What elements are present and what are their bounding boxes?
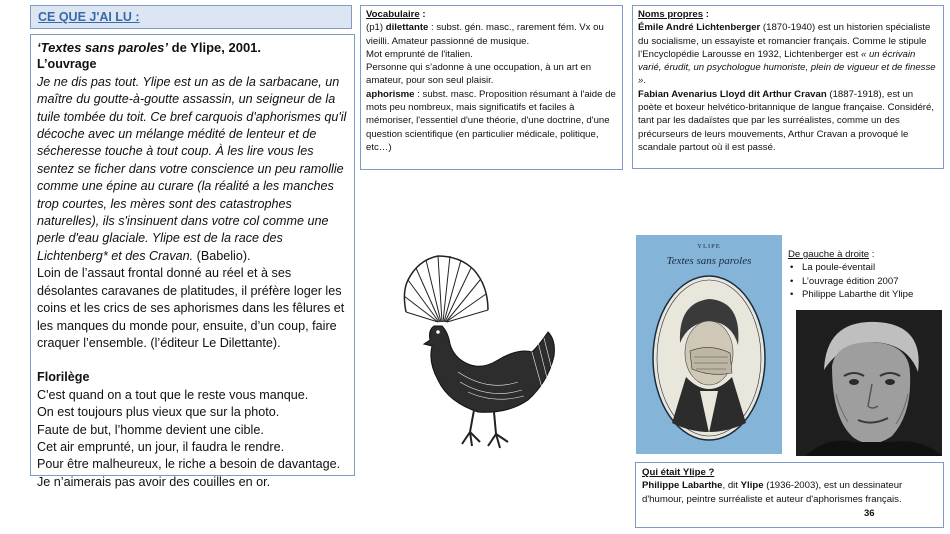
term-aphorisme: aphorisme — [366, 88, 415, 100]
vocab-aphorisme — [366, 88, 617, 154]
qui-name: Philippe Labarthe — [642, 480, 723, 492]
hen-legs — [462, 410, 508, 448]
section-header — [30, 5, 352, 29]
book-title-line — [37, 39, 348, 56]
author-photo — [796, 310, 942, 456]
cravan-name: Fabian Avenarius Lloyd dit Arthur Cravan — [638, 88, 827, 100]
qui-heading: Qui était Ylipe ? — [642, 467, 715, 478]
legend-item: • L’ouvrage édition 2007 — [790, 275, 946, 288]
book-title: ‘Textes sans paroles’ — [37, 40, 169, 55]
vocab-dilettante — [366, 21, 617, 48]
cravan-text: (1887-1918), est un poète et boxeur helvético-britannique de langue française. Considéré, tant par les dadaïstes que par les surréalistes, comme un des précurseurs de leurs mouvements, Arthur Cravan a provoqué le scandale partout où il est passé. — [638, 88, 935, 153]
quote-text: Je ne dis pas tout. Ylipe est un as de la sarbacane, un maître du goutte-à-goutte assassin, un seigneur de la tuile tombée du toit. Ce bref carquois d'aphorismes qu'il décoche avec un mélange médité de lenteur et de sécheresse touche à tout coup. À les lire vous les sentez se ficher dans votre conscience un peu ramollie comme une épine au curare (la réalité a les manches trop courtes, les mères sont des catastrophes naturelles), ils s'insinuent dans votre col comme une perle d'eau glaciale. Ylipe est de la race des Lichtenberg* et des Cravan. — [37, 74, 347, 263]
book-cover-author: YLIPE — [697, 243, 721, 250]
who-was-ylipe-box — [635, 462, 944, 528]
author-photo-drawing — [796, 310, 942, 456]
legend-heading-line — [788, 248, 946, 261]
aphorism-item: On est toujours plus vieux que sur la photo. — [37, 405, 280, 420]
ouvrage-quote — [37, 74, 348, 265]
hen-illustration — [398, 252, 560, 452]
def-dilettante-3: Personne qui s’adonne à une occupation, à un art en amateur, pour son seul plaisir. — [366, 62, 592, 87]
lichtenberg-entry — [638, 21, 938, 87]
image-legend — [788, 248, 946, 301]
legend-heading-suffix: : — [869, 249, 875, 260]
vocab-heading-line — [366, 8, 617, 21]
cravan-entry — [638, 88, 938, 154]
book-title-rest: de Ylipe, 2001. — [168, 40, 262, 55]
vocab-heading-suffix: : — [419, 9, 426, 20]
def-dilettante: : subst. gén. masc., rarement fém. Vx ou vieilli. Amateur passionné de musique. — [366, 22, 604, 47]
def-aphorisme: : subst. masc. Proposition résumant à l'aide de mots peu nombreux, mais significatifs et faciles à mémoriser, l'essentiel d'une théorie, d'une doctrine, d'une question scientifique (en particulier médicale, politique, etc…) — [366, 88, 616, 153]
book-cover-title: Textes sans paroles — [666, 255, 752, 267]
qui-alias: Ylipe — [740, 480, 764, 492]
def-dilettante-2: Mot emprunté de l'italien. — [366, 48, 473, 60]
book-cover-portrait — [650, 273, 768, 443]
noms-heading: Noms propres — [638, 9, 704, 20]
legend-item: • Philippe Labarthe dit Ylipe — [790, 288, 946, 301]
editor-text: Loin de l’assaut frontal donné au réel et à ses désolantes caravanes de platitudes, il préfère loger les coins et les crics de ses aphorismes dans les fêlures et les manques du monde pour, ensuite, d’un coup, faire craquer l’ensemble. (l’éditeur Le Dilettante). — [37, 266, 345, 350]
fan-crest — [404, 256, 488, 322]
noms-heading-suffix: : — [703, 9, 709, 20]
vocabulary-box — [360, 5, 623, 170]
page-number: 36 — [864, 508, 875, 519]
aphorism-item: Je n’aimerais pas avoir des couilles en or. — [37, 474, 271, 489]
florilege-heading: Florilège — [37, 370, 90, 385]
qui-text: (1936-2003), est un dessinateur d'humour, peintre surréaliste et auteur d'aphorismes français. — [642, 480, 903, 505]
proper-names-box — [632, 5, 944, 169]
aphorism-item: Cet air emprunté, un jour, il faudra le rendre. — [37, 439, 285, 454]
legend-heading: De gauche à droite — [788, 249, 870, 260]
vocab-heading: Vocabulaire — [366, 9, 420, 20]
term-dilettante: dilettante — [385, 22, 429, 34]
aphorism-item: Faute de but, l’homme devient une cible. — [37, 422, 264, 437]
book-cover — [636, 235, 782, 454]
noms-heading-line — [638, 8, 938, 21]
lichtenberg-name: Émile André Lichtenberger — [638, 22, 761, 34]
qui-text-block — [642, 479, 937, 506]
spacer — [37, 352, 348, 369]
quote-source: (Babelio). — [193, 248, 251, 263]
legend-item: • La poule-éventail — [790, 261, 946, 274]
lichtenberg-end: . — [643, 75, 647, 87]
aphorism-item: Pour être malheureux, le riche a besoin de davantage. — [37, 457, 341, 472]
aphorism-item: C'est quand on a tout que le reste vous manque. — [37, 387, 309, 402]
qui-mid: , dit — [722, 480, 741, 492]
legend-list — [790, 261, 946, 301]
hen-body — [424, 326, 554, 412]
ouvrage-heading: L’ouvrage — [37, 57, 97, 72]
lichtenberg-text: (1870-1940) est un historien spécialiste du socialisme, un essayiste et romancier français. Comme le stipule l’Encyclopédie Larousse en 1932, Lichtenberger est — [638, 22, 931, 60]
section-title: CE QUE J'AI LU : — [38, 10, 140, 24]
lichtenberg-quote: « un écrivain varié, érudit, un psychologue humoriste, plein de vigueur et de finesse » — [638, 48, 936, 87]
page-ref: (p1) — [366, 22, 386, 34]
main-text-box — [30, 34, 355, 489]
